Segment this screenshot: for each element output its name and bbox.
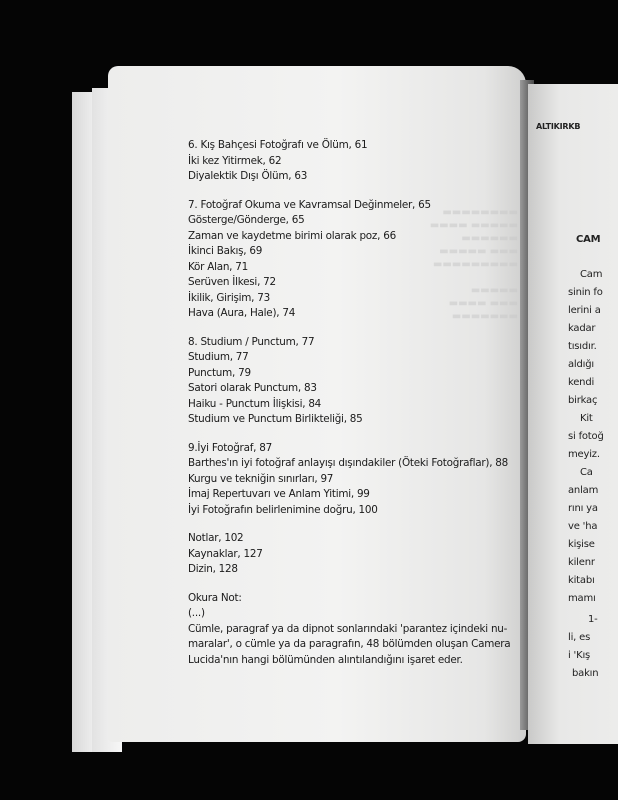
right-page-fragment: birkaç (568, 395, 598, 406)
toc-entry: Kör Alan, 71 (188, 260, 249, 273)
toc-entry: İkilik, Girişim, 73 (188, 291, 270, 304)
toc-entry: Notlar, 102 (188, 532, 244, 544)
toc-entry: İyi Fotoğrafın belirlenimine doğru, 100 (188, 503, 378, 516)
right-page-fragment: Cam (580, 269, 603, 280)
right-page-fragment: Ca (580, 467, 593, 478)
right-page-fragment: kitabı (568, 575, 595, 586)
right-page-fragment: ve 'ha (568, 521, 598, 532)
toc-entry: Dizin, 128 (188, 563, 238, 575)
right-page-fragment: si fotoğ (568, 431, 604, 442)
right-page-fragment: lerini a (568, 305, 601, 316)
toc-section (188, 441, 508, 519)
show-through-text: ▬▬▬▬▬▬▬▬ ▬▬▬▬▬ ▬▬▬▬ ▬▬▬▬▬▬ ▬▬▬ ▬▬▬▬▬ ▬▬▬▬▬▬▬▬▬ ▬▬▬▬▬ ▬▬▬ ▬▬▬▬ ▬▬▬▬▬▬▬ (429, 207, 518, 322)
table-of-contents (188, 138, 511, 668)
toc-chapter-title: 7. Fotoğraf Okuma ve Kavramsal Değinmeler, 65 (188, 198, 431, 211)
right-page-fragment: meyiz. (568, 449, 600, 460)
toc-entry: Diyalektik Dışı Ölüm, 63 (188, 170, 308, 182)
right-page-fragment: kilenr (568, 557, 595, 568)
right-page-fragment: bakın (572, 668, 599, 679)
right-page-fragment: tısıdır. (568, 341, 597, 352)
right-page-fragment: kişise (568, 539, 595, 550)
toc-chapter-title: 6. Kış Bahçesi Fotoğrafı ve Ölüm, 61 (188, 139, 368, 151)
right-page-fragment: li, es (568, 632, 591, 643)
reader-note-ellipsis: (...) (188, 607, 205, 619)
toc-entry: Kaynaklar, 127 (188, 547, 263, 560)
left-page (108, 66, 526, 742)
right-page-fragment: kendi (568, 377, 595, 388)
right-page-fragment: mamı (568, 593, 596, 604)
toc-entry: Studium, 77 (188, 351, 249, 363)
reader-note-line: Cümle, paragraf ya da dipnot sonlarındaki 'parantez içindeki nu- (188, 622, 508, 635)
right-page-fragment: aldığı (568, 359, 594, 370)
right-page (528, 84, 618, 744)
reader-note (188, 591, 511, 669)
right-page-fragment: rını ya (568, 503, 598, 514)
right-page-fragment: sinin fo (568, 287, 603, 298)
right-page-fragment: Kit (580, 413, 593, 424)
right-page-heading: CAM (576, 234, 601, 245)
toc-entry: Punctum, 79 (188, 366, 251, 379)
toc-entry: İki kez Yitirmek, 62 (188, 154, 282, 167)
toc-entry: İkinci Bakış, 69 (188, 245, 263, 257)
toc-entry: Studium ve Punctum Birlikteliği, 85 (188, 413, 363, 425)
toc-entry: Serüven İlkesi, 72 (188, 276, 276, 288)
toc-entry: Kurgu ve tekniğin sınırları, 97 (188, 472, 334, 485)
toc-chapter-title: 8. Studium / Punctum, 77 (188, 335, 315, 348)
right-page-fragment: anlam (568, 485, 599, 496)
right-page-fragment: kadar (568, 323, 596, 334)
toc-entry: Haiku - Punctum İlişkisi, 84 (188, 397, 322, 410)
toc-entry: Gösterge/Gönderge, 65 (188, 214, 305, 226)
toc-section (188, 198, 508, 322)
toc-section (188, 335, 508, 428)
reader-note-line: maralar', o cümle ya da paragrafın, 48 bölümden oluşan Camera (188, 638, 511, 650)
right-page-header: ALTIKIRKB (536, 122, 581, 131)
toc-entry: İmaj Repertuvarı ve Anlam Yitimi, 99 (188, 488, 370, 500)
reader-note-line: Lucida'nın hangi bölümünden alıntılandığını işaret eder. (188, 653, 463, 666)
toc-entry: Barthes'ın iyi fotoğraf anlayışı dışındakiler (Öteki Fotoğraflar), 88 (188, 457, 509, 469)
toc-entry: Hava (Aura, Hale), 74 (188, 307, 296, 319)
right-page-fragment: 1- (588, 614, 598, 625)
right-page-fragment: i 'Kış (568, 650, 591, 661)
toc-section (188, 138, 508, 185)
toc-chapter-title: 9.İyi Fotoğraf, 87 (188, 441, 272, 454)
reader-note-title: Okura Not: (188, 591, 242, 604)
toc-entry: Satori olarak Punctum, 83 (188, 382, 317, 394)
toc-section (188, 531, 508, 578)
toc-entry: Zaman ve kaydetme birimi olarak poz, 66 (188, 229, 396, 242)
